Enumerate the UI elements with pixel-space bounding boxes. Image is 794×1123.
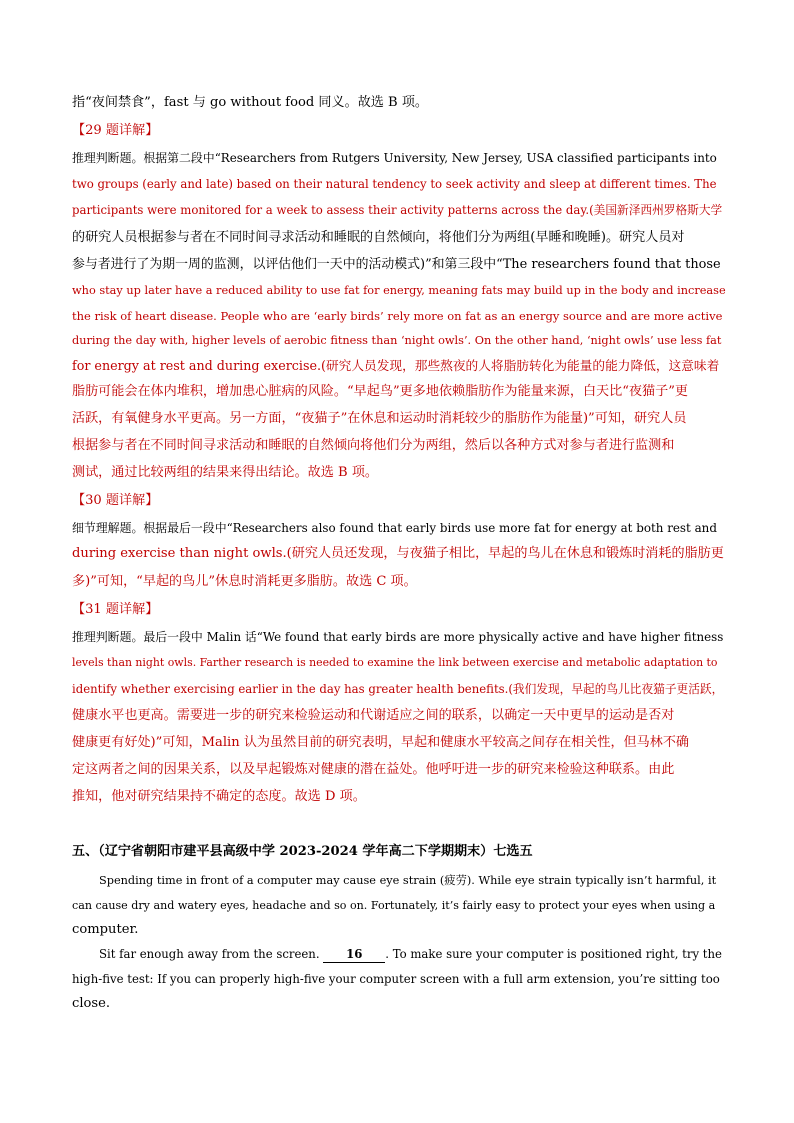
section-heading: 五、（辽宁省朝阳市建平县高级中学 2023-2024 学年高二下学期期末）七选五 <box>72 844 533 859</box>
explanation-line: 测试，通过比较两组的结果来得出结论。故选 B 项。 <box>72 465 379 480</box>
explanation-line: identify whether exercising earlier in the day has greater health benefits.(我们发现，早起的鸟儿比夜猫子更活跃， <box>72 682 724 696</box>
explanation-line: 【29 题详解】 <box>72 123 159 138</box>
explanation-line: 推理判断题。最后一段中 Malin 话“We found that early birds are more physically active and have higher fitness <box>72 630 724 644</box>
passage-line: Spending time in front of a computer may cause eye strain (疲劳). While eye strain typically isn’t harmful, it <box>99 874 717 887</box>
explanation-line: 参与者进行了为期一周的监测，以评估他们一天中的活动模式)”和第三段中“The researchers found that those <box>72 257 721 272</box>
blank-suffix: . To make sure your computer is positioned right, try the <box>385 947 722 961</box>
explanation-line: 健康更有好处)”可知，Malin 认为虽然目前的研究表明，早起和健康水平较高之间存在相关性，但马林不确 <box>72 735 690 750</box>
passage-line: high-five test: If you can properly high-five your computer screen with a full arm extension, you’re sitting too <box>72 972 720 986</box>
answer-blank-16[interactable]: 16 <box>323 947 385 963</box>
explanation-line: 推知，他对研究结果持不确定的态度。故选 D 项。 <box>72 789 366 804</box>
explanation-line: the risk of heart disease. People who are ‘early birds’ rely more on fat as an energy source and are more active <box>72 309 723 323</box>
explanation-line: 【31 题详解】 <box>72 602 159 617</box>
explanation-line: 根据参与者在不同时间寻求活动和睡眠的自然倾向将他们分为两组，然后以各种方式对参与者进行监测和 <box>72 438 675 453</box>
explanation-line: 活跃，有氧健身水平更高。另一方面，“夜猫子”在休息和运动时消耗较少的脂肪作为能量)”可知，研究人员 <box>72 411 687 426</box>
passage-line: computer. <box>72 922 139 937</box>
explanation-line: who stay up later have a reduced ability to use fat for energy, meaning fats may build up in the body and increase <box>72 284 726 297</box>
explanation-line: 多)”可知，“早起的鸟儿”休息时消耗更多脂肪。故选 C 项。 <box>72 574 417 589</box>
explanation-line: participants were monitored for a week to assess their activity patterns across the day.(美国新泽西州罗格斯大学 <box>72 203 723 217</box>
explanation-line: levels than night owls. Farther research is needed to examine the link between exercise and metabolic adaptation to <box>72 656 718 669</box>
explanation-line: for energy at rest and during exercise.(研究人员发现，那些熬夜的人将脂肪转化为能量的能力降低，这意味着 <box>72 358 720 373</box>
explanation-line: two groups (early and late) based on their natural tendency to seek activity and sleep at different times. The <box>72 177 717 191</box>
passage-blank-line <box>99 944 722 964</box>
explanation-line: 定这两者之间的因果关系，以及早起锻炼对健康的潜在益处。他呼吁进一步的研究来检验这种联系。由此 <box>72 762 675 777</box>
explanation-line: 脂肪可能会在体内堆积，增加患心脏病的风险。“早起鸟”更多地依赖脂肪作为能量来源，白天比“夜猫子”更 <box>72 384 688 399</box>
blank-prefix: Sit far enough away from the screen. <box>99 947 324 961</box>
explanation-line: 【30 题详解】 <box>72 493 159 508</box>
explanation-line: during exercise than night owls.(研究人员还发现，与夜猫子相比，早起的鸟儿在休息和锻炼时消耗的脂肪更 <box>72 546 724 561</box>
explanation-line: 的研究人员根据参与者在不同时间寻求活动和睡眠的自然倾向，将他们分为两组(早睡和晚睡)。研究人员对 <box>72 230 685 245</box>
explanation-line: 细节理解题。根据最后一段中“Researchers also found that early birds use more fat for energy at both rest and <box>72 521 717 535</box>
explanation-line: 指“夜间禁食”，fast 与 go without food 同义。故选 B 项。 <box>72 95 429 110</box>
explanation-line: during the day with, higher levels of aerobic fitness than ‘night owls’. On the other hand, ‘night owls’ use less fat <box>72 334 722 347</box>
passage-line: close. <box>72 996 111 1011</box>
explanation-line: 健康水平也更高。需要进一步的研究来检验运动和代谢适应之间的联系，以确定一天中更早的运动是否对 <box>72 708 675 723</box>
explanation-line: 推理判断题。根据第二段中“Researchers from Rutgers University, New Jersey, USA classified participants into <box>72 151 717 165</box>
passage-line: can cause dry and watery eyes, headache and so on. Fortunately, it’s fairly easy to protect your eyes when using a <box>72 899 716 912</box>
